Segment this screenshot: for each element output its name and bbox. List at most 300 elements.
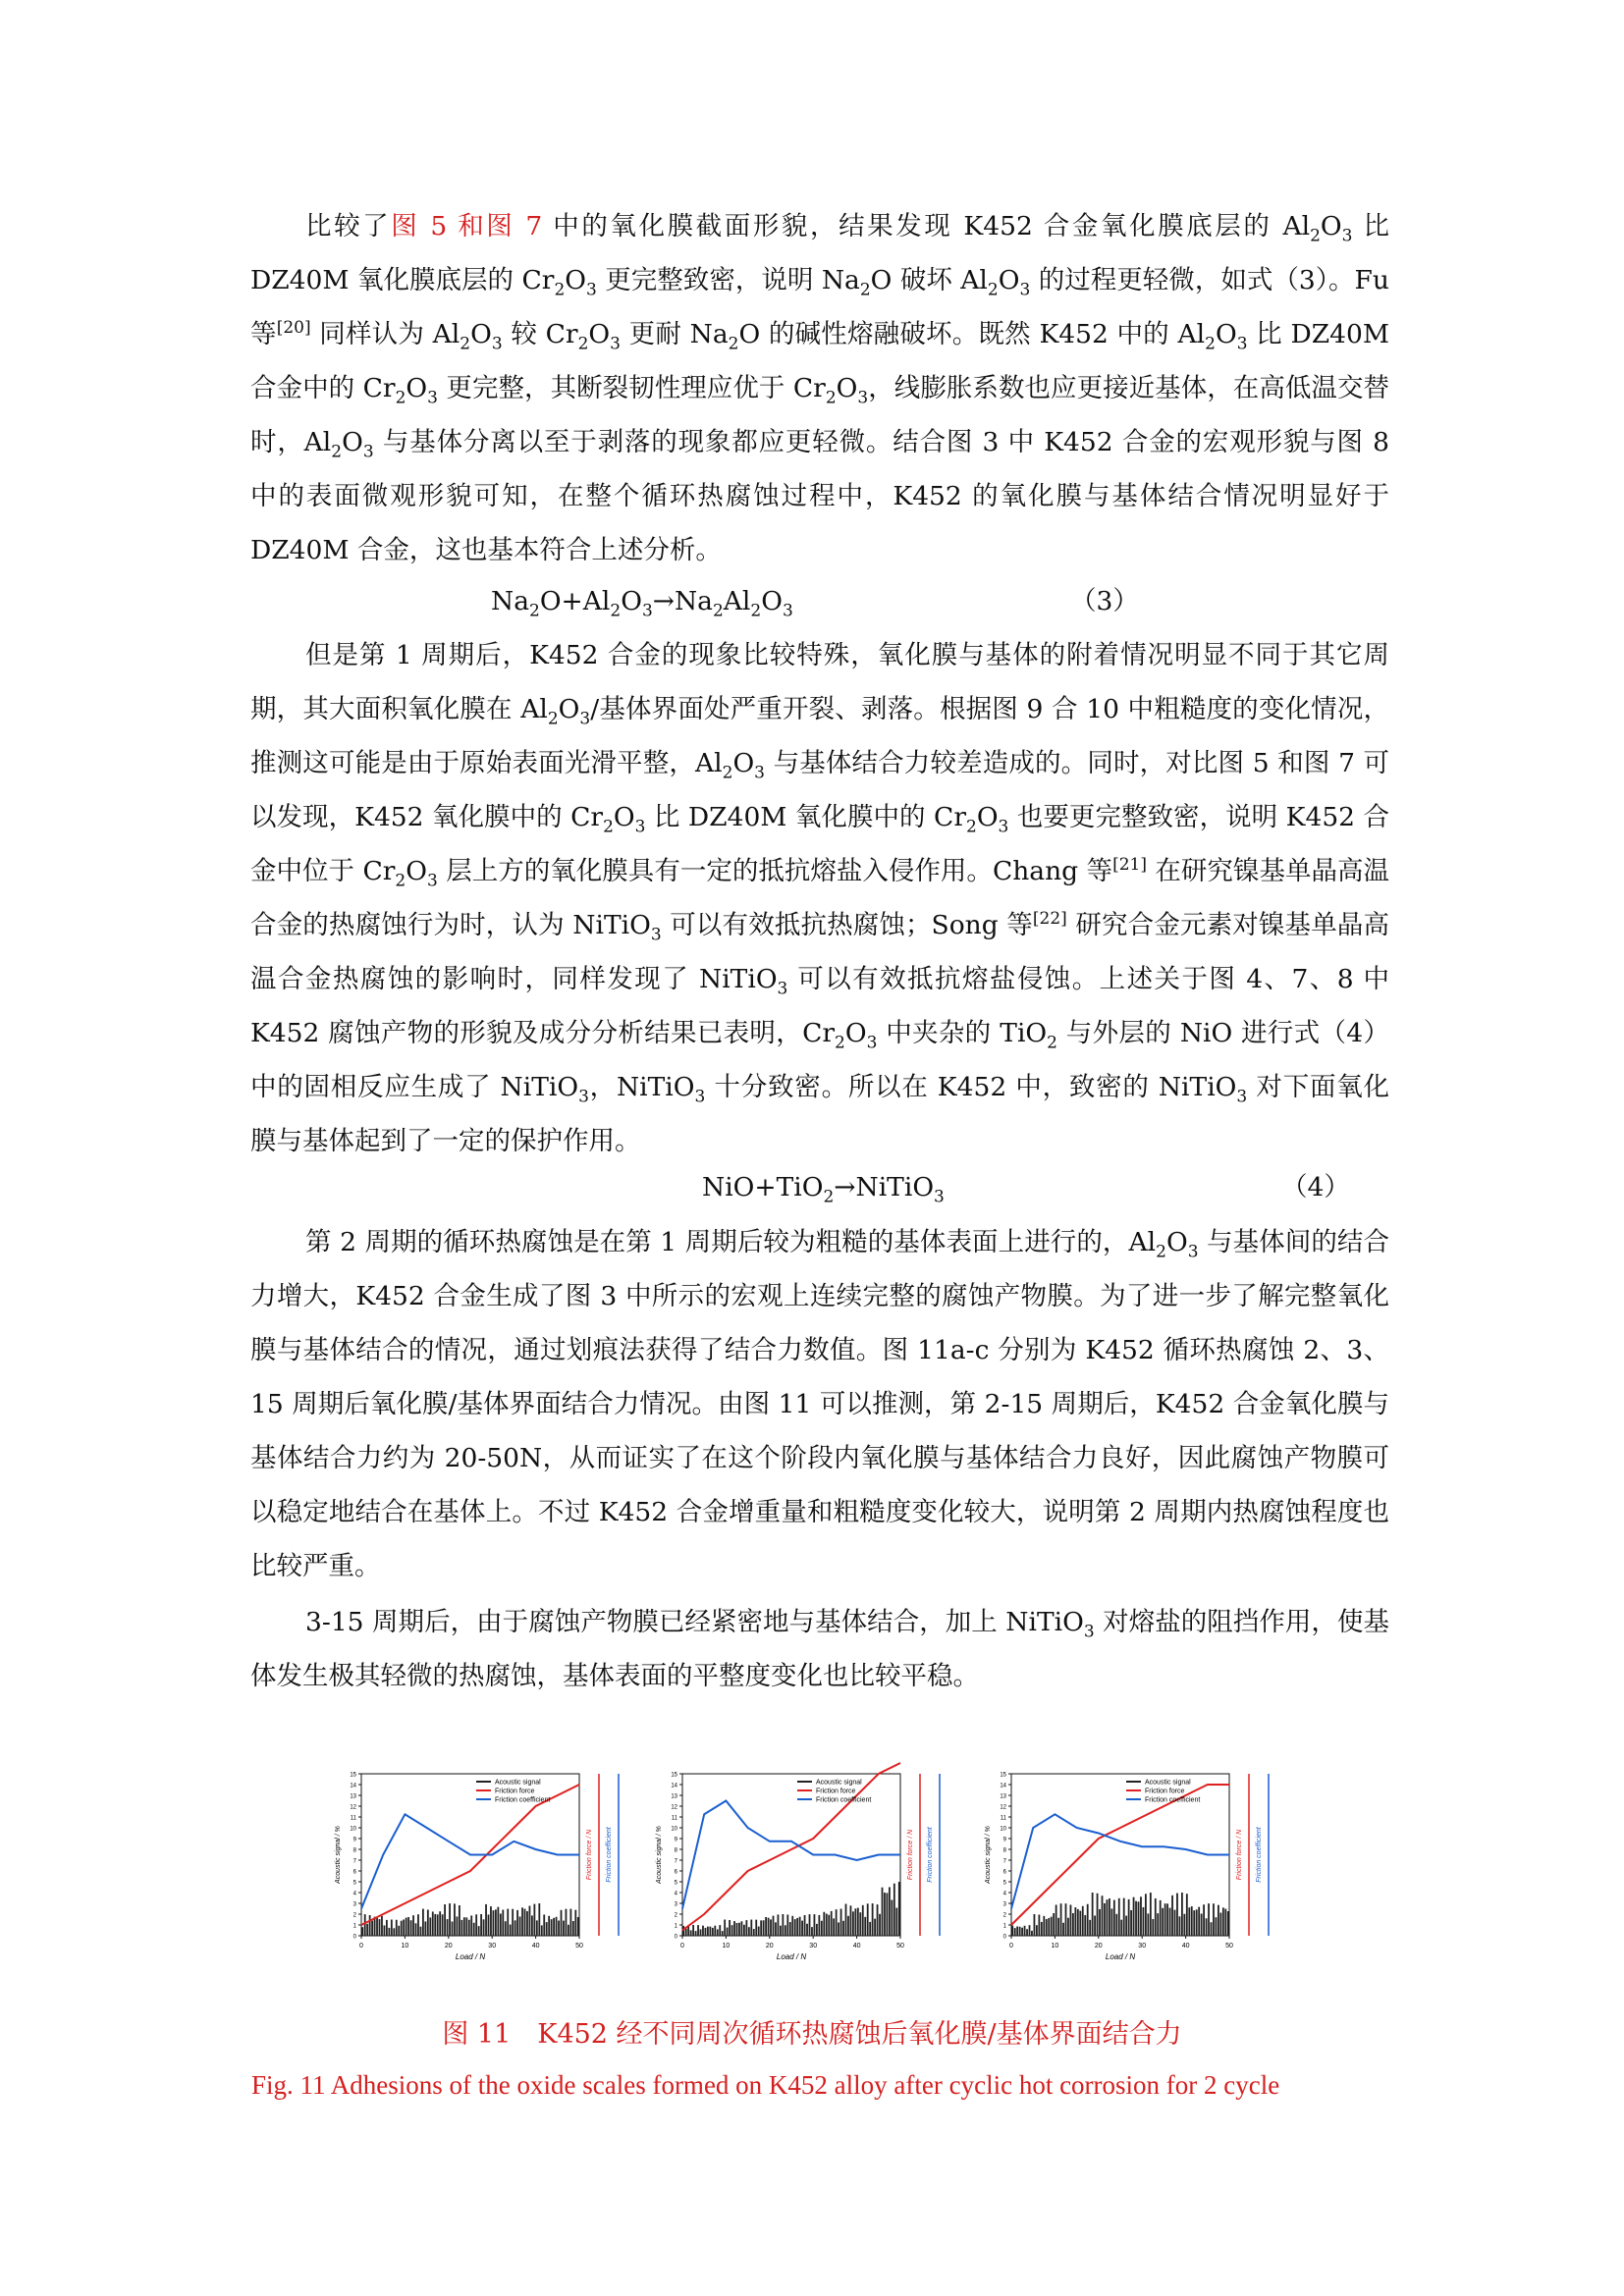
acoustic-bar — [884, 1893, 886, 1936]
y-tick-label: 5 — [1002, 1880, 1006, 1887]
acoustic-bar — [398, 1926, 400, 1936]
acoustic-bar — [741, 1921, 743, 1936]
acoustic-bar — [457, 1916, 459, 1936]
y-tick-label: 10 — [671, 1826, 677, 1833]
acoustic-bar — [388, 1928, 390, 1936]
acoustic-bar — [1043, 1916, 1045, 1936]
acoustic-bar — [738, 1923, 740, 1936]
acoustic-bar — [1218, 1905, 1219, 1936]
y-tick-label: 15 — [671, 1772, 677, 1779]
acoustic-bar — [1077, 1909, 1079, 1936]
acoustic-bar — [1034, 1914, 1036, 1936]
acoustic-bar — [882, 1888, 884, 1936]
acoustic-bar — [519, 1916, 521, 1936]
right-axis-label-coefficient: Friction coefficient — [927, 1827, 934, 1883]
acoustic-bar — [1070, 1904, 1072, 1936]
paragraph-2: 但是第 1 周期后，K452 合金的现象比较特殊，氧化膜与基体的附着情况明显不同于其它周期，其大面积氧化膜在 $Al_2O_3/$基体界面处严重开裂、剥落。根据图 9 合 10 中粗糙度的变化情况，推测这可能是由于原始表面光滑平整，$Al_2O_3$ 与基体结合力较差造成的。同时，对比图 5 和图 7 可以发现，K452 氧化膜中的 $Cr_2O_3$ 比 DZ40M 氧化膜中的 $Cr_2O_3$ 也要更完整致密，说明 K452 合金中位于 $Cr_2O_3$ 层上方的氧化膜具有一定的抵抗熔盐入侵作用。Chang 等[21] 在研究镍基单晶高温合金的热腐蚀行为时，认为 NiTiO$_3$ 可以有效抵抗热腐蚀；Song 等[22] 研究合金元素对镍基单晶高温合金热腐蚀的影响时，同样发现了 NiTiO$_3$ 可以有效抵抗熔盐侵蚀。上述关于图 4、7、8 中 K452 腐蚀产物的形貌及成分分析结果已表明，$Cr_2O_3$ 中夹杂的 TiO$_2$ 与外层的 NiO 进行式（4）中的固相反应生成了 NiTiO$_3$，NiTiO$_3$ 十分致密。所以在 K452 中，致密的 NiTiO$_3$ 对下面氧化膜与基体起到了一定的保护作用。 — [250, 640, 1389, 1156]
acoustic-bar — [801, 1921, 803, 1936]
acoustic-bar — [1213, 1903, 1215, 1936]
acoustic-bar — [480, 1914, 482, 1936]
acoustic-bar — [1150, 1893, 1152, 1936]
acoustic-bar — [1057, 1918, 1059, 1936]
acoustic-bar — [731, 1925, 733, 1936]
acoustic-bar — [473, 1923, 475, 1936]
acoustic-bar — [1107, 1899, 1109, 1936]
acoustic-bar — [454, 1903, 456, 1936]
acoustic-bar — [874, 1919, 876, 1936]
y-tick-label: 15 — [1000, 1772, 1006, 1779]
y-tick-label: 3 — [674, 1901, 677, 1908]
acoustic-bar — [514, 1920, 516, 1936]
acoustic-bar — [1133, 1897, 1135, 1936]
acoustic-bar — [1169, 1908, 1171, 1936]
chart-c — [982, 1762, 1294, 1968]
acoustic-bar — [724, 1920, 726, 1936]
acoustic-bar — [1041, 1922, 1043, 1936]
y-tick-label: 13 — [671, 1793, 677, 1800]
y-tick-label: 9 — [352, 1837, 356, 1843]
acoustic-bar — [561, 1910, 563, 1936]
y-axis-label: Acoustic signal / % — [985, 1826, 992, 1884]
y-tick-label: 12 — [1000, 1804, 1006, 1811]
acoustic-bar — [1031, 1931, 1033, 1936]
acoustic-bar — [743, 1925, 745, 1936]
acoustic-bar — [1211, 1922, 1213, 1936]
legend-label: Acoustic signal — [495, 1779, 541, 1787]
acoustic-bar — [1019, 1927, 1021, 1936]
acoustic-bar — [1092, 1893, 1094, 1936]
acoustic-bar — [838, 1922, 839, 1936]
acoustic-bar — [459, 1905, 460, 1936]
y-axis-label: Acoustic signal / % — [656, 1826, 663, 1884]
acoustic-bar — [417, 1914, 419, 1936]
right-axis-label-force: Friction force / N — [586, 1829, 593, 1881]
acoustic-bar — [1130, 1910, 1132, 1936]
acoustic-bar — [381, 1916, 383, 1936]
acoustic-bar — [563, 1921, 565, 1936]
acoustic-bar — [1048, 1918, 1050, 1936]
acoustic-bar — [543, 1914, 545, 1936]
x-tick-label: 20 — [765, 1943, 774, 1949]
y-tick-label: 8 — [352, 1847, 356, 1854]
acoustic-bar — [1219, 1913, 1221, 1936]
acoustic-bar — [1115, 1914, 1117, 1936]
acoustic-bar — [553, 1918, 555, 1936]
acoustic-bar — [1143, 1907, 1145, 1936]
acoustic-bar — [1053, 1913, 1055, 1936]
acoustic-bar — [1181, 1893, 1183, 1936]
y-tick-label: 15 — [350, 1772, 356, 1779]
y-tick-label: 7 — [1002, 1858, 1006, 1865]
acoustic-bar — [386, 1920, 388, 1936]
acoustic-bar — [859, 1912, 861, 1936]
acoustic-bar — [1021, 1928, 1023, 1936]
acoustic-bar — [1206, 1918, 1208, 1936]
acoustic-bar — [412, 1915, 414, 1936]
figure-11-panel-a — [332, 1762, 644, 1968]
acoustic-bar — [1060, 1903, 1062, 1936]
acoustic-bar — [806, 1924, 808, 1936]
acoustic-bar — [1074, 1907, 1076, 1936]
acoustic-bar — [1097, 1894, 1099, 1936]
acoustic-bar — [478, 1926, 480, 1936]
acoustic-bar — [1147, 1913, 1149, 1936]
acoustic-bar — [1024, 1926, 1026, 1936]
acoustic-bar — [857, 1908, 859, 1936]
y-tick-label: 1 — [674, 1923, 677, 1930]
acoustic-bar — [410, 1920, 412, 1936]
acoustic-bar — [760, 1920, 762, 1936]
y-tick-label: 12 — [671, 1804, 677, 1811]
acoustic-bar — [1102, 1896, 1104, 1936]
y-tick-label: 7 — [352, 1858, 356, 1865]
acoustic-bar — [485, 1904, 487, 1936]
acoustic-bar — [470, 1915, 472, 1936]
acoustic-bar — [852, 1911, 854, 1936]
acoustic-bar — [847, 1916, 849, 1936]
citation[interactable]: [22] — [1032, 909, 1067, 930]
acoustic-bar — [531, 1915, 533, 1936]
acoustic-bar — [444, 1904, 446, 1936]
acoustic-bar — [434, 1914, 436, 1936]
acoustic-bar — [1196, 1909, 1198, 1936]
acoustic-bar — [695, 1931, 697, 1936]
x-tick-label: 40 — [852, 1943, 861, 1949]
acoustic-bar — [1162, 1908, 1164, 1936]
x-tick-label: 30 — [1138, 1943, 1147, 1949]
citation[interactable]: [20] — [276, 318, 311, 339]
acoustic-bar — [558, 1921, 560, 1936]
acoustic-bar — [465, 1917, 467, 1936]
chart-a — [332, 1762, 644, 1968]
acoustic-bar — [422, 1909, 424, 1936]
acoustic-bar — [393, 1928, 395, 1936]
y-tick-label: 0 — [674, 1934, 677, 1941]
x-tick-label: 40 — [1181, 1943, 1190, 1949]
acoustic-bar — [722, 1931, 724, 1936]
acoustic-bar — [376, 1918, 378, 1936]
acoustic-bar — [1128, 1899, 1130, 1936]
acoustic-bar — [840, 1909, 842, 1936]
acoustic-bar — [361, 1927, 363, 1936]
acoustic-bar — [869, 1922, 871, 1936]
paragraph-1: 比较了图 5 和图 7 中的氧化膜截面形貌，结果发现 K452 合金氧化膜底层的 $Al_2O_3$ 比 DZ40M 氧化膜底层的 $Cr_2O_3$ 更完整致密，说明 $Na_2O$ 破坏 $Al_2O_3$ 的过程更轻微，如式（3）。Fu 等[20] 同样认为 $Al_2O_3$ 较 $Cr_2O_3$ 更耐 $Na_2O$ 的碱性熔融破坏。既然 K452 中的 $Al_2O_3$ 比 DZ40M 合金中的 $Cr_2O_3$ 更完整，其断裂韧性理应优于 $Cr_2O_3$，线膨胀系数也应更接近基体，在高低温交替时，$Al_2O_3$ 与基体分离以至于剥落的现象都应更轻微。结合图 3 中 K452 合金的宏观形貌与图 8 中的表面微观形貌可知，在整个循环热腐蚀过程中，K452 的氧化膜与基体结合情况明显好于 DZ40M 合金，这也基本符合上述分析。 — [250, 211, 1389, 565]
y-tick-label: 14 — [671, 1783, 677, 1789]
acoustic-bar — [794, 1919, 796, 1936]
y-tick-label: 1 — [352, 1923, 356, 1930]
acoustic-bar — [497, 1907, 499, 1936]
acoustic-bar — [700, 1929, 702, 1936]
acoustic-bar — [548, 1916, 550, 1936]
legend-label: Acoustic signal — [1145, 1779, 1191, 1787]
acoustic-bar — [1029, 1925, 1031, 1936]
right-axis-label-coefficient: Friction coefficient — [1256, 1827, 1263, 1883]
acoustic-bar — [1227, 1911, 1229, 1936]
y-tick-label: 6 — [674, 1869, 677, 1876]
acoustic-bar — [1084, 1915, 1086, 1936]
y-tick-label: 11 — [671, 1815, 677, 1822]
acoustic-bar — [483, 1919, 485, 1936]
acoustic-bar — [490, 1906, 492, 1936]
acoustic-bar — [577, 1917, 579, 1936]
acoustic-bar — [1152, 1919, 1154, 1936]
acoustic-bar — [786, 1914, 788, 1936]
acoustic-bar — [791, 1916, 793, 1936]
acoustic-bar — [1188, 1907, 1190, 1936]
acoustic-bar — [1038, 1915, 1040, 1936]
acoustic-bar — [460, 1920, 462, 1936]
acoustic-bar — [850, 1905, 852, 1936]
acoustic-bar — [500, 1913, 502, 1936]
acoustic-bar — [541, 1925, 543, 1936]
acoustic-bar — [442, 1914, 444, 1936]
acoustic-bar — [1067, 1918, 1069, 1936]
acoustic-bar — [895, 1908, 897, 1936]
acoustic-bar — [709, 1927, 711, 1936]
acoustic-bar — [898, 1882, 900, 1936]
legend-label: Friction force — [816, 1788, 856, 1795]
acoustic-bar — [396, 1920, 398, 1936]
acoustic-bar — [733, 1921, 735, 1936]
acoustic-bar — [692, 1925, 694, 1936]
acoustic-bar — [510, 1925, 512, 1936]
legend-label: Friction coefficient — [816, 1796, 872, 1804]
x-axis-label: Load / N — [455, 1952, 486, 1961]
acoustic-bar — [1113, 1900, 1115, 1936]
acoustic-bar — [799, 1917, 801, 1936]
y-tick-label: 11 — [1000, 1815, 1006, 1822]
acoustic-bar — [755, 1920, 757, 1936]
paragraph-4: 3-15 周期后，由于腐蚀产物膜已经紧密地与基体结合，加上 NiTiO$_3$ 对熔盐的阻挡作用，使基体发生极其轻微的热腐蚀，基体表面的平整度变化也比较平稳。 — [250, 1607, 1389, 1691]
acoustic-bar — [1140, 1896, 1142, 1936]
figure-11-panel-b — [653, 1762, 965, 1968]
x-tick-label: 20 — [444, 1943, 453, 1949]
acoustic-bar — [391, 1920, 393, 1936]
legend-label: Friction coefficient — [495, 1796, 551, 1804]
acoustic-bar — [439, 1911, 441, 1936]
acoustic-bar — [1118, 1898, 1120, 1936]
acoustic-bar — [889, 1887, 891, 1936]
acoustic-bar — [854, 1908, 856, 1936]
acoustic-bar — [893, 1884, 895, 1936]
acoustic-bar — [719, 1925, 721, 1936]
acoustic-bar — [546, 1922, 548, 1936]
acoustic-bar — [1094, 1916, 1096, 1936]
acoustic-bar — [1099, 1909, 1101, 1936]
acoustic-bar — [1176, 1894, 1178, 1936]
y-tick-label: 6 — [1002, 1869, 1006, 1876]
right-axis-label-force: Friction force / N — [907, 1829, 914, 1881]
y-tick-label: 14 — [1000, 1783, 1006, 1789]
acoustic-bar — [1056, 1904, 1057, 1936]
x-tick-label: 50 — [575, 1943, 583, 1949]
acoustic-bar — [371, 1921, 373, 1936]
x-tick-label: 50 — [896, 1943, 904, 1949]
acoustic-bar — [1051, 1917, 1053, 1936]
acoustic-bar — [1222, 1907, 1224, 1936]
acoustic-bar — [770, 1919, 772, 1936]
x-tick-label: 10 — [1051, 1943, 1059, 1949]
acoustic-bar — [538, 1903, 540, 1936]
y-tick-label: 10 — [1000, 1826, 1006, 1833]
acoustic-bar — [1179, 1916, 1181, 1936]
acoustic-bar — [488, 1914, 490, 1936]
acoustic-bar — [1036, 1925, 1038, 1936]
acoustic-bar — [1026, 1929, 1028, 1936]
y-tick-label: 3 — [1002, 1901, 1006, 1908]
acoustic-bar — [768, 1918, 770, 1936]
acoustic-bar — [574, 1910, 576, 1936]
acoustic-bar — [468, 1920, 470, 1936]
acoustic-bar — [407, 1917, 409, 1936]
y-tick-label: 0 — [1002, 1934, 1006, 1941]
acoustic-bar — [1198, 1907, 1200, 1936]
x-tick-label: 50 — [1225, 1943, 1233, 1949]
acoustic-bar — [763, 1920, 765, 1936]
y-tick-label: 10 — [350, 1826, 356, 1833]
acoustic-bar — [707, 1927, 709, 1936]
acoustic-bar — [811, 1927, 813, 1936]
legend-label: Friction force — [495, 1788, 535, 1795]
acoustic-bar — [1157, 1913, 1159, 1936]
acoustic-bar — [1065, 1903, 1067, 1936]
acoustic-bar — [1014, 1928, 1016, 1936]
acoustic-bar — [366, 1924, 368, 1936]
y-tick-label: 8 — [1002, 1847, 1006, 1854]
acoustic-bar — [495, 1909, 497, 1936]
acoustic-bar — [833, 1918, 835, 1936]
y-tick-label: 5 — [352, 1880, 356, 1887]
acoustic-bar — [401, 1921, 403, 1936]
acoustic-bar — [782, 1914, 784, 1936]
acoustic-bar — [831, 1911, 833, 1936]
acoustic-bar — [1160, 1900, 1162, 1936]
acoustic-bar — [758, 1927, 760, 1936]
acoustic-bar — [379, 1919, 381, 1936]
acoustic-bar — [475, 1914, 477, 1936]
legend-label: Friction force — [1145, 1788, 1185, 1795]
acoustic-bar — [1104, 1903, 1106, 1936]
y-tick-label: 9 — [1002, 1837, 1006, 1843]
acoustic-bar — [1201, 1914, 1203, 1936]
acoustic-bar — [403, 1919, 405, 1936]
acoustic-bar — [705, 1928, 707, 1936]
acoustic-bar — [750, 1920, 752, 1936]
acoustic-bar — [842, 1921, 844, 1936]
acoustic-bar — [685, 1929, 687, 1936]
x-axis-label: Load / N — [776, 1952, 807, 1961]
acoustic-bar — [845, 1904, 847, 1936]
right-axis-label-force: Friction force / N — [1236, 1829, 1243, 1881]
legend-label: Friction coefficient — [1145, 1796, 1201, 1804]
acoustic-bar — [887, 1893, 889, 1936]
paragraph-3: 第 2 周期的循环热腐蚀是在第 1 周期后较为粗糙的基体表面上进行的，$Al_2O_3$ 与基体间的结合力增大，K452 合金生成了图 3 中所示的宏观上连续完整的腐蚀产物膜。为了进一步了解完整氧化膜与基体结合的情况，通过划痕法获得了结合力数值。图 11a-c 分别为 K452 循环热腐蚀 2、3、15 周期后氧化膜/基体界面结合力情况。由图 11 可以推测，第 2-15 周期后，K452 合金氧化膜与基体结合力约为 20-50N，从而证实了在这个阶段内氧化膜与基体结合力良好，因此腐蚀产物膜可以稳定地结合在基体上。不过 K452 合金增重量和粗糙度变化较大，说明第 2 周期内热腐蚀程度也比较严重。 — [250, 1227, 1389, 1581]
acoustic-bar — [1164, 1903, 1166, 1936]
acoustic-bar — [1224, 1909, 1226, 1936]
y-tick-label: 6 — [352, 1869, 356, 1876]
acoustic-bar — [690, 1930, 692, 1936]
acoustic-bar — [429, 1917, 431, 1936]
acoustic-bar — [1062, 1923, 1064, 1936]
acoustic-bar — [507, 1909, 509, 1936]
chart-b — [653, 1762, 965, 1968]
acoustic-bar — [572, 1921, 574, 1936]
acoustic-bar — [864, 1917, 866, 1936]
acoustic-bar — [551, 1919, 553, 1936]
x-tick-label: 20 — [1094, 1943, 1103, 1949]
acoustic-bar — [1193, 1910, 1195, 1936]
acoustic-bar — [745, 1920, 747, 1936]
equation-4-number: （4） — [1281, 1172, 1350, 1202]
acoustic-bar — [566, 1909, 568, 1936]
acoustic-bar — [1123, 1898, 1125, 1936]
x-axis-label: Load / N — [1105, 1952, 1136, 1961]
acoustic-bar — [529, 1906, 531, 1936]
x-tick-label: 10 — [722, 1943, 731, 1949]
y-tick-label: 7 — [674, 1858, 677, 1865]
x-tick-label: 30 — [809, 1943, 818, 1949]
acoustic-bar — [369, 1915, 371, 1936]
y-tick-label: 3 — [352, 1901, 356, 1908]
acoustic-bar — [1138, 1901, 1140, 1936]
acoustic-bar — [1216, 1917, 1218, 1936]
friction-coefficient-line — [361, 1814, 579, 1908]
y-tick-label: 2 — [1002, 1912, 1006, 1919]
acoustic-bar — [1109, 1898, 1110, 1936]
legend-label: Acoustic signal — [816, 1779, 862, 1787]
acoustic-bar — [516, 1910, 518, 1936]
acoustic-bar — [1120, 1920, 1122, 1936]
equation-4: NiO+TiO$_2$→NiTiO$_3$ — [702, 1172, 945, 1207]
acoustic-bar — [697, 1925, 699, 1936]
acoustic-bar — [804, 1915, 806, 1936]
equation-3: $Na_2O+Al_2O_3\to Na_2Al_2O_3$ — [491, 586, 793, 621]
acoustic-bar — [867, 1903, 869, 1936]
acoustic-bar — [814, 1914, 816, 1936]
acoustic-bar — [424, 1921, 426, 1936]
acoustic-bar — [712, 1928, 714, 1936]
acoustic-bar — [449, 1903, 451, 1936]
acoustic-bar — [1089, 1920, 1091, 1936]
x-tick-label: 0 — [359, 1943, 363, 1949]
acoustic-bar — [765, 1917, 767, 1936]
acoustic-bar — [1183, 1914, 1185, 1936]
acoustic-bar — [568, 1925, 569, 1936]
acoustic-bar — [1155, 1898, 1157, 1936]
acoustic-bar — [420, 1927, 422, 1936]
y-tick-label: 4 — [674, 1891, 677, 1897]
figure-reference-link[interactable]: 图 5 和图 7 — [391, 211, 543, 241]
y-tick-label: 13 — [1000, 1793, 1006, 1800]
acoustic-bar — [447, 1919, 449, 1936]
acoustic-bar — [521, 1907, 523, 1936]
equation-3-number: （3） — [1070, 586, 1139, 616]
y-tick-label: 5 — [674, 1880, 677, 1887]
acoustic-bar — [1072, 1913, 1074, 1936]
y-tick-label: 4 — [352, 1891, 356, 1897]
acoustic-bar — [729, 1920, 731, 1936]
acoustic-bar — [826, 1914, 828, 1936]
acoustic-bar — [862, 1905, 864, 1936]
right-axis-label-coefficient: Friction coefficient — [606, 1827, 613, 1883]
acoustic-bar — [505, 1921, 507, 1936]
figure-11-panel-c — [982, 1762, 1294, 1968]
y-tick-label: 8 — [674, 1847, 677, 1854]
acoustic-bar — [789, 1922, 791, 1936]
friction-force-line — [1011, 1785, 1229, 1925]
acoustic-bar — [1203, 1904, 1205, 1936]
citation[interactable]: [21] — [1112, 855, 1147, 876]
